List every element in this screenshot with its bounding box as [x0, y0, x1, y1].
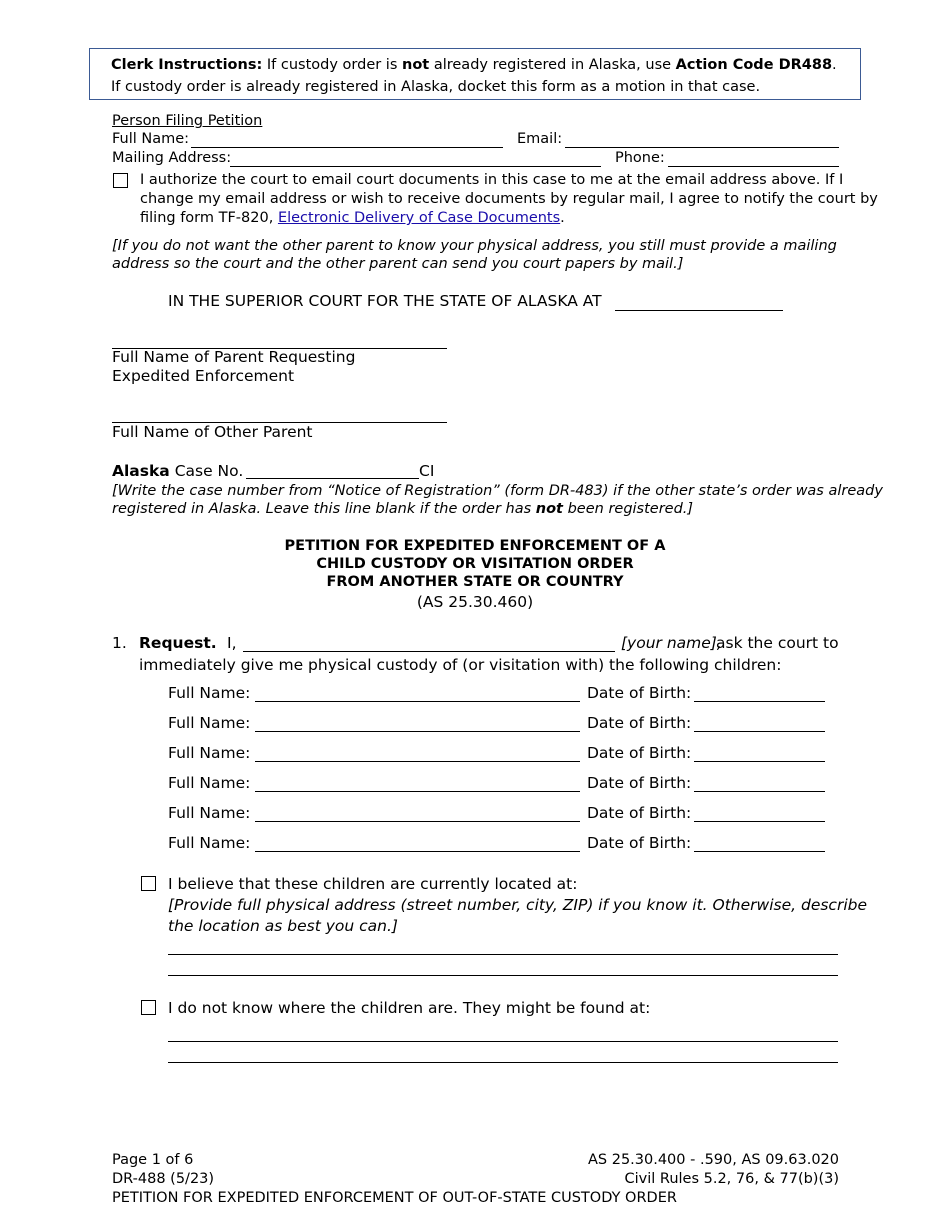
- footer-form-number: DR-488 (5/23): [112, 1171, 215, 1187]
- child-name-label: Full Name:: [168, 834, 251, 852]
- child-dob-input[interactable]: [694, 715, 825, 732]
- child-dob-input[interactable]: [694, 835, 825, 852]
- children-located-note-line2: the location as best you can.]: [168, 917, 398, 935]
- section1-line2: immediately give me physical custody of (or visitation with) the following children:: [139, 656, 782, 674]
- address-note-line2: address so the court and the other parent can send you court papers by mail.]: [112, 256, 684, 272]
- form-title-line3: FROM ANOTHER STATE OR COUNTRY: [326, 574, 624, 590]
- footer-page-number: Page 1 of 6: [112, 1152, 194, 1168]
- child-name-label: Full Name:: [168, 714, 251, 732]
- child-name-label: Full Name:: [168, 804, 251, 822]
- children-located-label: I believe that these children are currently located at:: [168, 875, 578, 893]
- section1-ask: ask the court to: [716, 634, 839, 652]
- child-name-input[interactable]: [255, 715, 580, 732]
- child-name-input[interactable]: [255, 835, 580, 852]
- children-unknown-label: I do not know where the children are. They might be found at:: [168, 999, 651, 1017]
- email-consent-line2: change my email address or wish to receive documents by regular mail, I agree to notify the court by: [140, 191, 878, 207]
- case-number-note-line2: registered in Alaska. Leave this line blank if the order has not been registered.]: [112, 501, 694, 517]
- mailing-address-label: Mailing Address:: [112, 150, 232, 166]
- email-input[interactable]: [565, 132, 839, 148]
- clerk-instructions-line2: If custody order is already registered in Alaska, docket this form as a motion in that case.: [111, 79, 761, 95]
- full-name-label: Full Name:: [112, 131, 190, 147]
- court-location-input[interactable]: [615, 294, 783, 311]
- child-dob-label: Date of Birth:: [587, 804, 692, 822]
- child-name-input[interactable]: [255, 775, 580, 792]
- your-name-input[interactable]: [243, 634, 615, 652]
- child-name-label: Full Name:: [168, 774, 251, 792]
- electronic-delivery-link[interactable]: Electronic Delivery of Case Documents: [277, 210, 561, 226]
- child-dob-label: Date of Birth:: [587, 774, 692, 792]
- children-unknown-checkbox[interactable]: [141, 1000, 156, 1015]
- children-located-checkbox[interactable]: [141, 876, 156, 891]
- child-dob-input[interactable]: [694, 745, 825, 762]
- child-dob-input[interactable]: [694, 685, 825, 702]
- email-label: Email:: [517, 131, 563, 147]
- other-parent-input[interactable]: [112, 405, 447, 423]
- your-name-hint: [your name],: [621, 634, 722, 652]
- case-number-input[interactable]: [246, 462, 419, 479]
- clerk-instructions-line1: Clerk Instructions: If custody order is not already registered in Alaska, use Action Code DR488.: [111, 57, 837, 73]
- child-dob-label: Date of Birth:: [587, 714, 692, 732]
- phone-input[interactable]: [668, 151, 839, 167]
- child-dob-input[interactable]: [694, 775, 825, 792]
- parent-requesting-input[interactable]: [112, 331, 447, 349]
- child-name-input[interactable]: [255, 685, 580, 702]
- phone-label: Phone:: [615, 150, 665, 166]
- mailing-address-input[interactable]: [230, 151, 601, 167]
- email-consent-line1: I authorize the court to email court documents in this case to me at the email address above. If I: [140, 172, 844, 188]
- children-location-input-1[interactable]: [168, 939, 838, 955]
- children-location-input-2[interactable]: [168, 960, 838, 976]
- parent-requesting-label-line1: Full Name of Parent Requesting: [112, 348, 356, 366]
- email-consent-line3: filing form TF-820, Electronic Delivery of Case Documents.: [140, 210, 565, 226]
- form-title-statute: (AS 25.30.460): [416, 593, 534, 611]
- address-note-line1: [If you do not want the other parent to know your physical address, you still must provide a mailing: [112, 238, 837, 254]
- children-might-be-found-input-2[interactable]: [168, 1047, 838, 1063]
- footer-statute: AS 25.30.400 - .590, AS 09.63.020: [587, 1152, 839, 1168]
- footer-rules: Civil Rules 5.2, 76, & 77(b)(3): [624, 1171, 839, 1187]
- email-consent-checkbox[interactable]: [113, 173, 128, 188]
- children-might-be-found-input-1[interactable]: [168, 1026, 838, 1042]
- child-dob-label: Date of Birth:: [587, 744, 692, 762]
- other-parent-label: Full Name of Other Parent: [112, 423, 313, 441]
- petitioner-heading: Person Filing Petition: [112, 113, 263, 129]
- form-title-line1: PETITION FOR EXPEDITED ENFORCEMENT OF A: [284, 538, 666, 554]
- case-number-suffix: CI: [419, 462, 435, 480]
- child-name-label: Full Name:: [168, 744, 251, 762]
- section1-heading: Request.: [139, 634, 217, 652]
- child-name-label: Full Name:: [168, 684, 251, 702]
- form-title-line2: CHILD CUSTODY OR VISITATION ORDER: [316, 556, 634, 572]
- child-name-input[interactable]: [255, 745, 580, 762]
- child-dob-input[interactable]: [694, 805, 825, 822]
- section1-number: 1.: [112, 634, 127, 652]
- full-name-input[interactable]: [191, 132, 503, 148]
- section1-i: I,: [227, 634, 237, 652]
- footer-form-title: PETITION FOR EXPEDITED ENFORCEMENT OF OUT-OF-STATE CUSTODY ORDER: [112, 1190, 677, 1206]
- case-number-label: Alaska Case No.: [112, 462, 244, 480]
- court-title: IN THE SUPERIOR COURT FOR THE STATE OF ALASKA AT: [168, 292, 602, 310]
- child-dob-label: Date of Birth:: [587, 834, 692, 852]
- child-name-input[interactable]: [255, 805, 580, 822]
- children-located-note-line1: [Provide full physical address (street number, city, ZIP) if you know it. Otherwise, describe: [168, 896, 868, 914]
- child-dob-label: Date of Birth:: [587, 684, 692, 702]
- case-number-note-line1: [Write the case number from “Notice of Registration” (form DR-483) if the other state’s order was already: [112, 483, 883, 499]
- parent-requesting-label-line2: Expedited Enforcement: [112, 367, 295, 385]
